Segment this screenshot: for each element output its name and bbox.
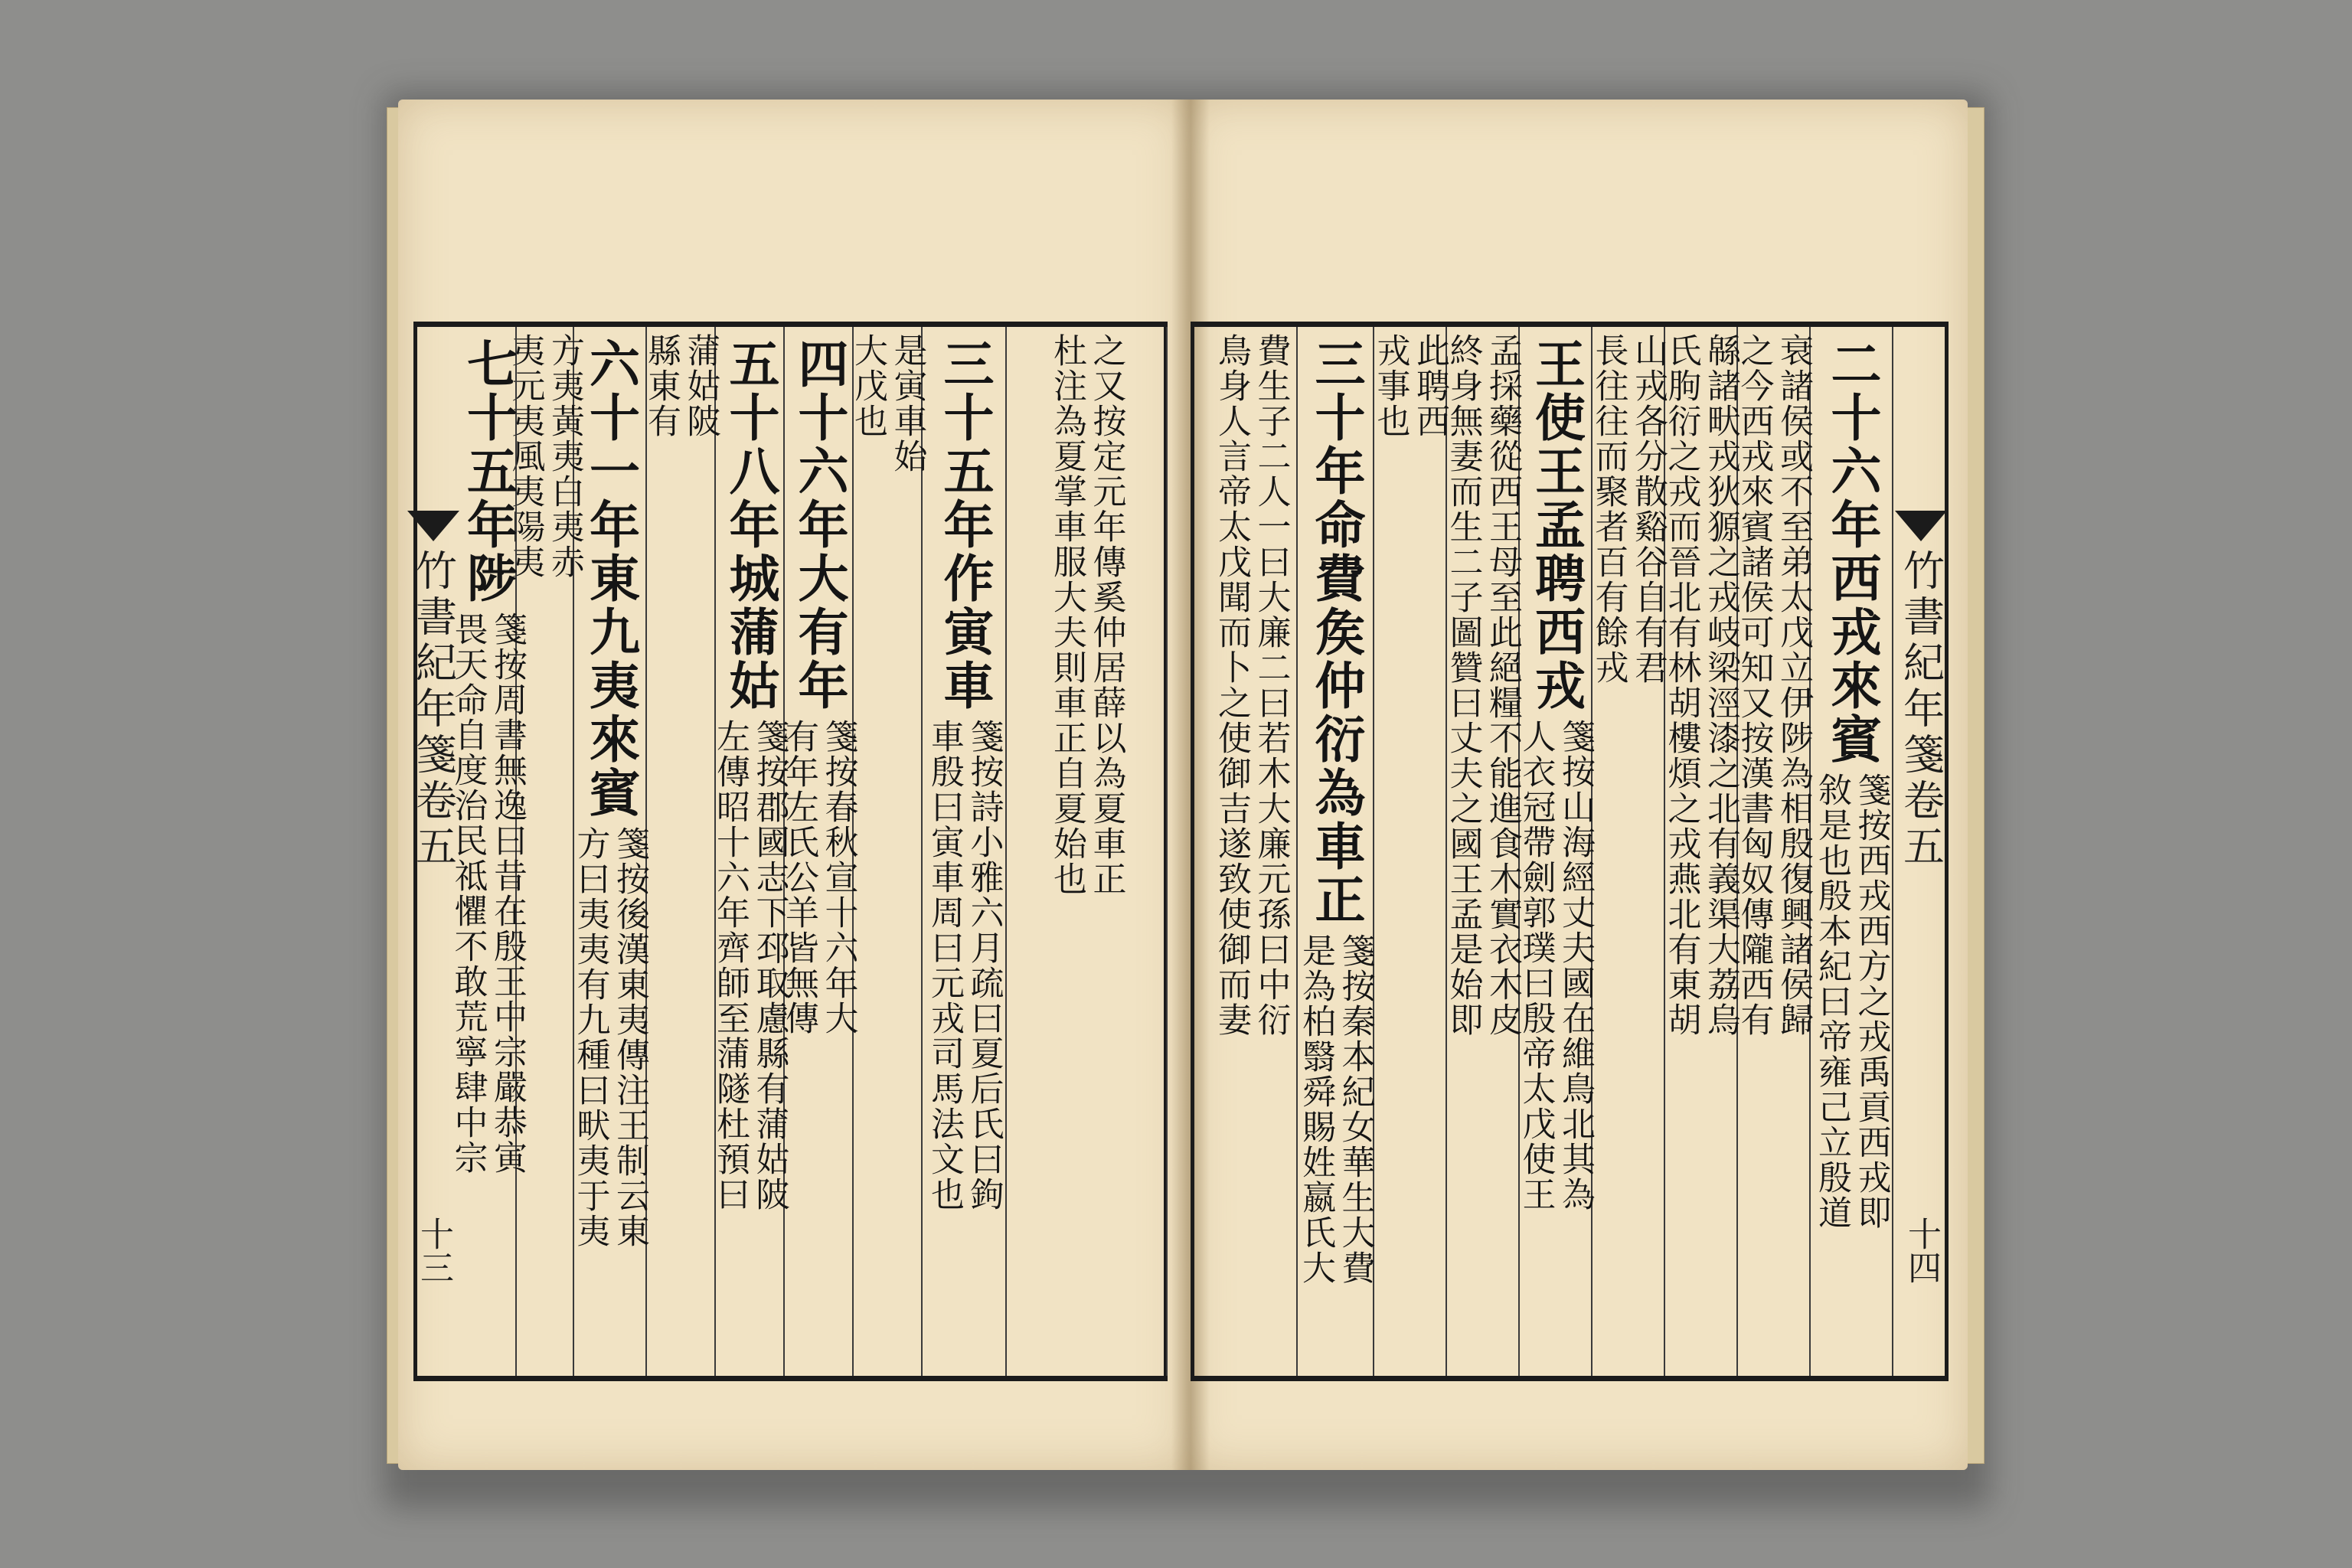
main-entry: 三十年命費矦仲衍為車正 [1306, 338, 1365, 927]
annotation-line: 之又按定元年傳奚仲居薛以為夏車正 [1086, 333, 1126, 897]
annotation-line: 之今西戎來賓諸侯可知又按漢書匈奴傳隴西有 [1734, 333, 1774, 1037]
annotation-line: 大戊也 [848, 333, 887, 439]
left-page-block-mouth [406, 327, 461, 1376]
text-column [570, 327, 650, 1376]
annotation-line: 箋按西戎西方之戎禹貢西戎即 [1851, 773, 1891, 1230]
text-column [1206, 327, 1298, 1376]
annotation-line: 箋按山海經丈夫國在維鳥北其為 [1556, 719, 1596, 1212]
main-entry: 四十六年大有年 [789, 338, 848, 713]
annotation-line: 夷元夷風夷陽夷 [505, 333, 545, 580]
main-entry: 七十五年陟 [458, 338, 518, 606]
annotation-line: 敘是也殷本紀曰帝雍己立殷道 [1812, 773, 1851, 1230]
main-entry: 二十六年西戎來賓 [1822, 338, 1881, 766]
text-column [779, 327, 858, 1376]
text-column [848, 327, 927, 1376]
annotation-line: 縣東有 [642, 333, 681, 439]
main-entry: 六十一年東九夷來賓 [580, 338, 640, 820]
annotation-line: 畏天命自度治民祗懼不敢荒寧肆中宗 [448, 612, 488, 1175]
annotation-line: 是寅車始 [887, 333, 927, 474]
annotation-line: 人衣冠帶劍郭璞曰殷帝太戊使王 [1516, 719, 1556, 1212]
main-entry: 王使王孟聘西戎 [1526, 338, 1586, 713]
annotation-line: 衰諸侯或不至弟太戊立伊陟為相殷復興諸侯歸 [1774, 333, 1814, 1037]
page-number: 十三 [414, 1217, 453, 1284]
annotation-line: 鳥身人言帝太戊聞而卜之使御吉遂致使御而妻 [1212, 333, 1251, 1037]
text-column [1443, 327, 1523, 1376]
fishtail-mark-icon [1895, 511, 1947, 541]
folio-title: 竹書紀年箋卷五 [1896, 549, 1945, 871]
annotation-line: 杜注為夏掌車服大夫則車正自夏始也 [1047, 333, 1086, 897]
annotation-line: 孟採藥從西王母至此絕糧不能進食木實衣木皮 [1483, 333, 1523, 1037]
annotation-line: 是為柏翳舜賜姓嬴氏大 [1296, 933, 1335, 1285]
annotation-line: 戎事也 [1370, 333, 1410, 439]
annotation-line: 左傳昭十六年齊師至蒲隧杜預曰 [710, 719, 750, 1212]
text-column [1661, 327, 1741, 1376]
frame-left-border [1191, 327, 1194, 1376]
folio-title: 竹書紀年箋卷五 [409, 549, 458, 871]
text-column [642, 327, 720, 1376]
annotation-line: 箋按周書無逸曰昔在殷王中宗嚴恭寅 [488, 612, 528, 1175]
annotation-line: 箋按秦本紀女華生大費 [1335, 933, 1375, 1285]
annotation-line: 山戎各分散谿谷自有君 [1628, 333, 1668, 685]
annotation-line: 方曰夷夷有九種曰畎夷于夷 [570, 826, 610, 1249]
annotation-line: 車殷曰寅車周曰元戎司馬法文也 [925, 719, 964, 1212]
annotation-line: 緜諸畎戎狄獂之戎岐梁涇漆之北有義渠大荔烏 [1701, 333, 1741, 1037]
annotation-line: 氏朐衍之戎而晉北有林胡樓煩之戎燕北有東胡 [1661, 333, 1701, 1037]
annotation-line: 箋按郡國志下邳取慮縣有蒲姑陂 [750, 719, 789, 1212]
text-column [1811, 327, 1893, 1376]
annotation-line: 費生子二人一曰大廉二曰若木大廉元孫曰中衍 [1251, 333, 1291, 1037]
annotation-line: 有年左氏公羊皆無傳 [779, 719, 818, 1036]
annotation-line: 此聘西 [1410, 333, 1450, 439]
right-text-frame [1191, 322, 1949, 1381]
annotation-line: 長往往而聚者百有餘戎 [1589, 333, 1628, 685]
fishtail-mark-icon [407, 511, 459, 541]
annotation-line: 方夷黃夷白夷赤 [545, 333, 585, 580]
main-entry: 五十八年城蒲姑 [720, 338, 779, 713]
page-number: 十四 [1902, 1217, 1941, 1284]
annotation-line: 箋按後漢東夷傳注王制云東 [610, 826, 650, 1249]
main-entry: 三十五年作寅車 [935, 338, 994, 713]
annotation-line: 終身無妻而生二子圖贊曰丈夫之國王孟是始即 [1443, 333, 1483, 1037]
text-column [1589, 327, 1668, 1376]
left-text-frame [409, 322, 1168, 1381]
right-page-block-mouth [1893, 327, 1949, 1376]
text-column [1734, 327, 1814, 1376]
text-column [710, 327, 789, 1376]
text-column [923, 327, 1007, 1376]
text-column [1298, 327, 1374, 1376]
annotation-line: 蒲姑陂 [681, 333, 720, 439]
text-column [1007, 327, 1168, 1376]
text-column [1516, 327, 1596, 1376]
annotation-line: 箋按詩小雅六月疏曰夏后氏曰鉤 [964, 719, 1004, 1212]
annotation-line: 箋按春秋宣十六年大 [818, 719, 858, 1036]
text-column [1370, 327, 1450, 1376]
